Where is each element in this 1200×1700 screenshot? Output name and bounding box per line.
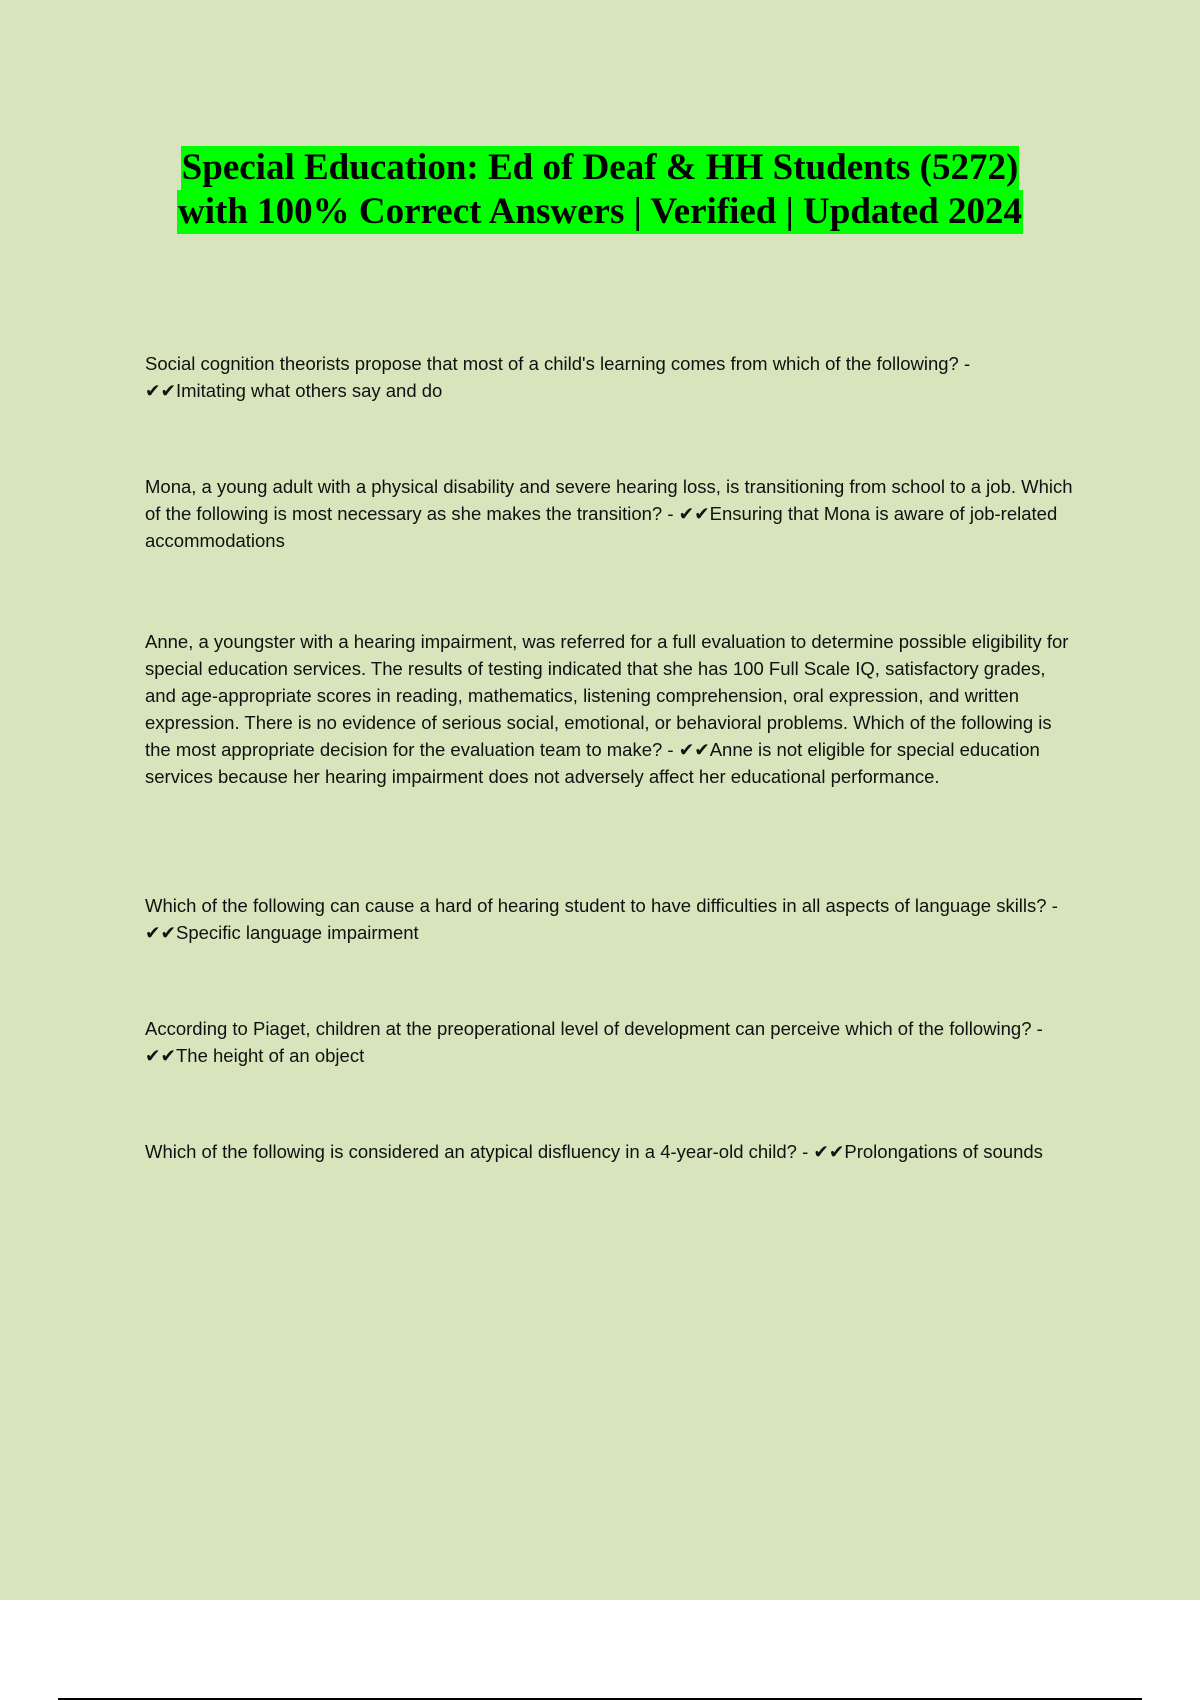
title-line-2: with 100% Correct Answers | Verified | Updated 2024 bbox=[178, 191, 1022, 232]
qa-item-2: Mona, a young adult with a physical disability and severe hearing loss, is transitioning from school to a job. Which of the following is most necessary as she makes the transition? - ✔✔Ensuring that Mona is aware of job-related accommodations bbox=[145, 476, 1073, 551]
qa-item-3: Anne, a youngster with a hearing impairment, was referred for a full evaluation to determine possible eligibility for special education services. The results of testing indicated that she has 100 Full Scale IQ, satisfactory grades, and age-appropriate scores in reading, mathematics, listening comprehension, oral expression, and written expression. There is no evidence of serious social, emotional, or behavioral problems. Which of the following is the most appropriate decision for the evaluation team to make? - ✔✔Anne is not eligible for special education services because her hearing impairment does not adversely affect her educational performance. bbox=[145, 631, 1069, 787]
qa-item-4: Which of the following can cause a hard of hearing student to have difficulties in all aspects of language skills? - ✔✔Specific language impairment bbox=[145, 895, 1058, 943]
qa-item-6: Which of the following is considered an atypical disfluency in a 4-year-old child? - ✔✔Prolongations of sounds bbox=[145, 1141, 1043, 1162]
title-line-1: Special Education: Ed of Deaf & HH Students (5272) bbox=[181, 147, 1019, 188]
qa-item-1: Social cognition theorists propose that most of a child's learning comes from which of the following? - ✔✔Imitating what others say and do bbox=[145, 353, 971, 401]
qa-item-5: According to Piaget, children at the preoperational level of development can perceive which of the following? - ✔✔The height of an object bbox=[145, 1018, 1043, 1066]
document-title bbox=[0, 146, 1200, 234]
